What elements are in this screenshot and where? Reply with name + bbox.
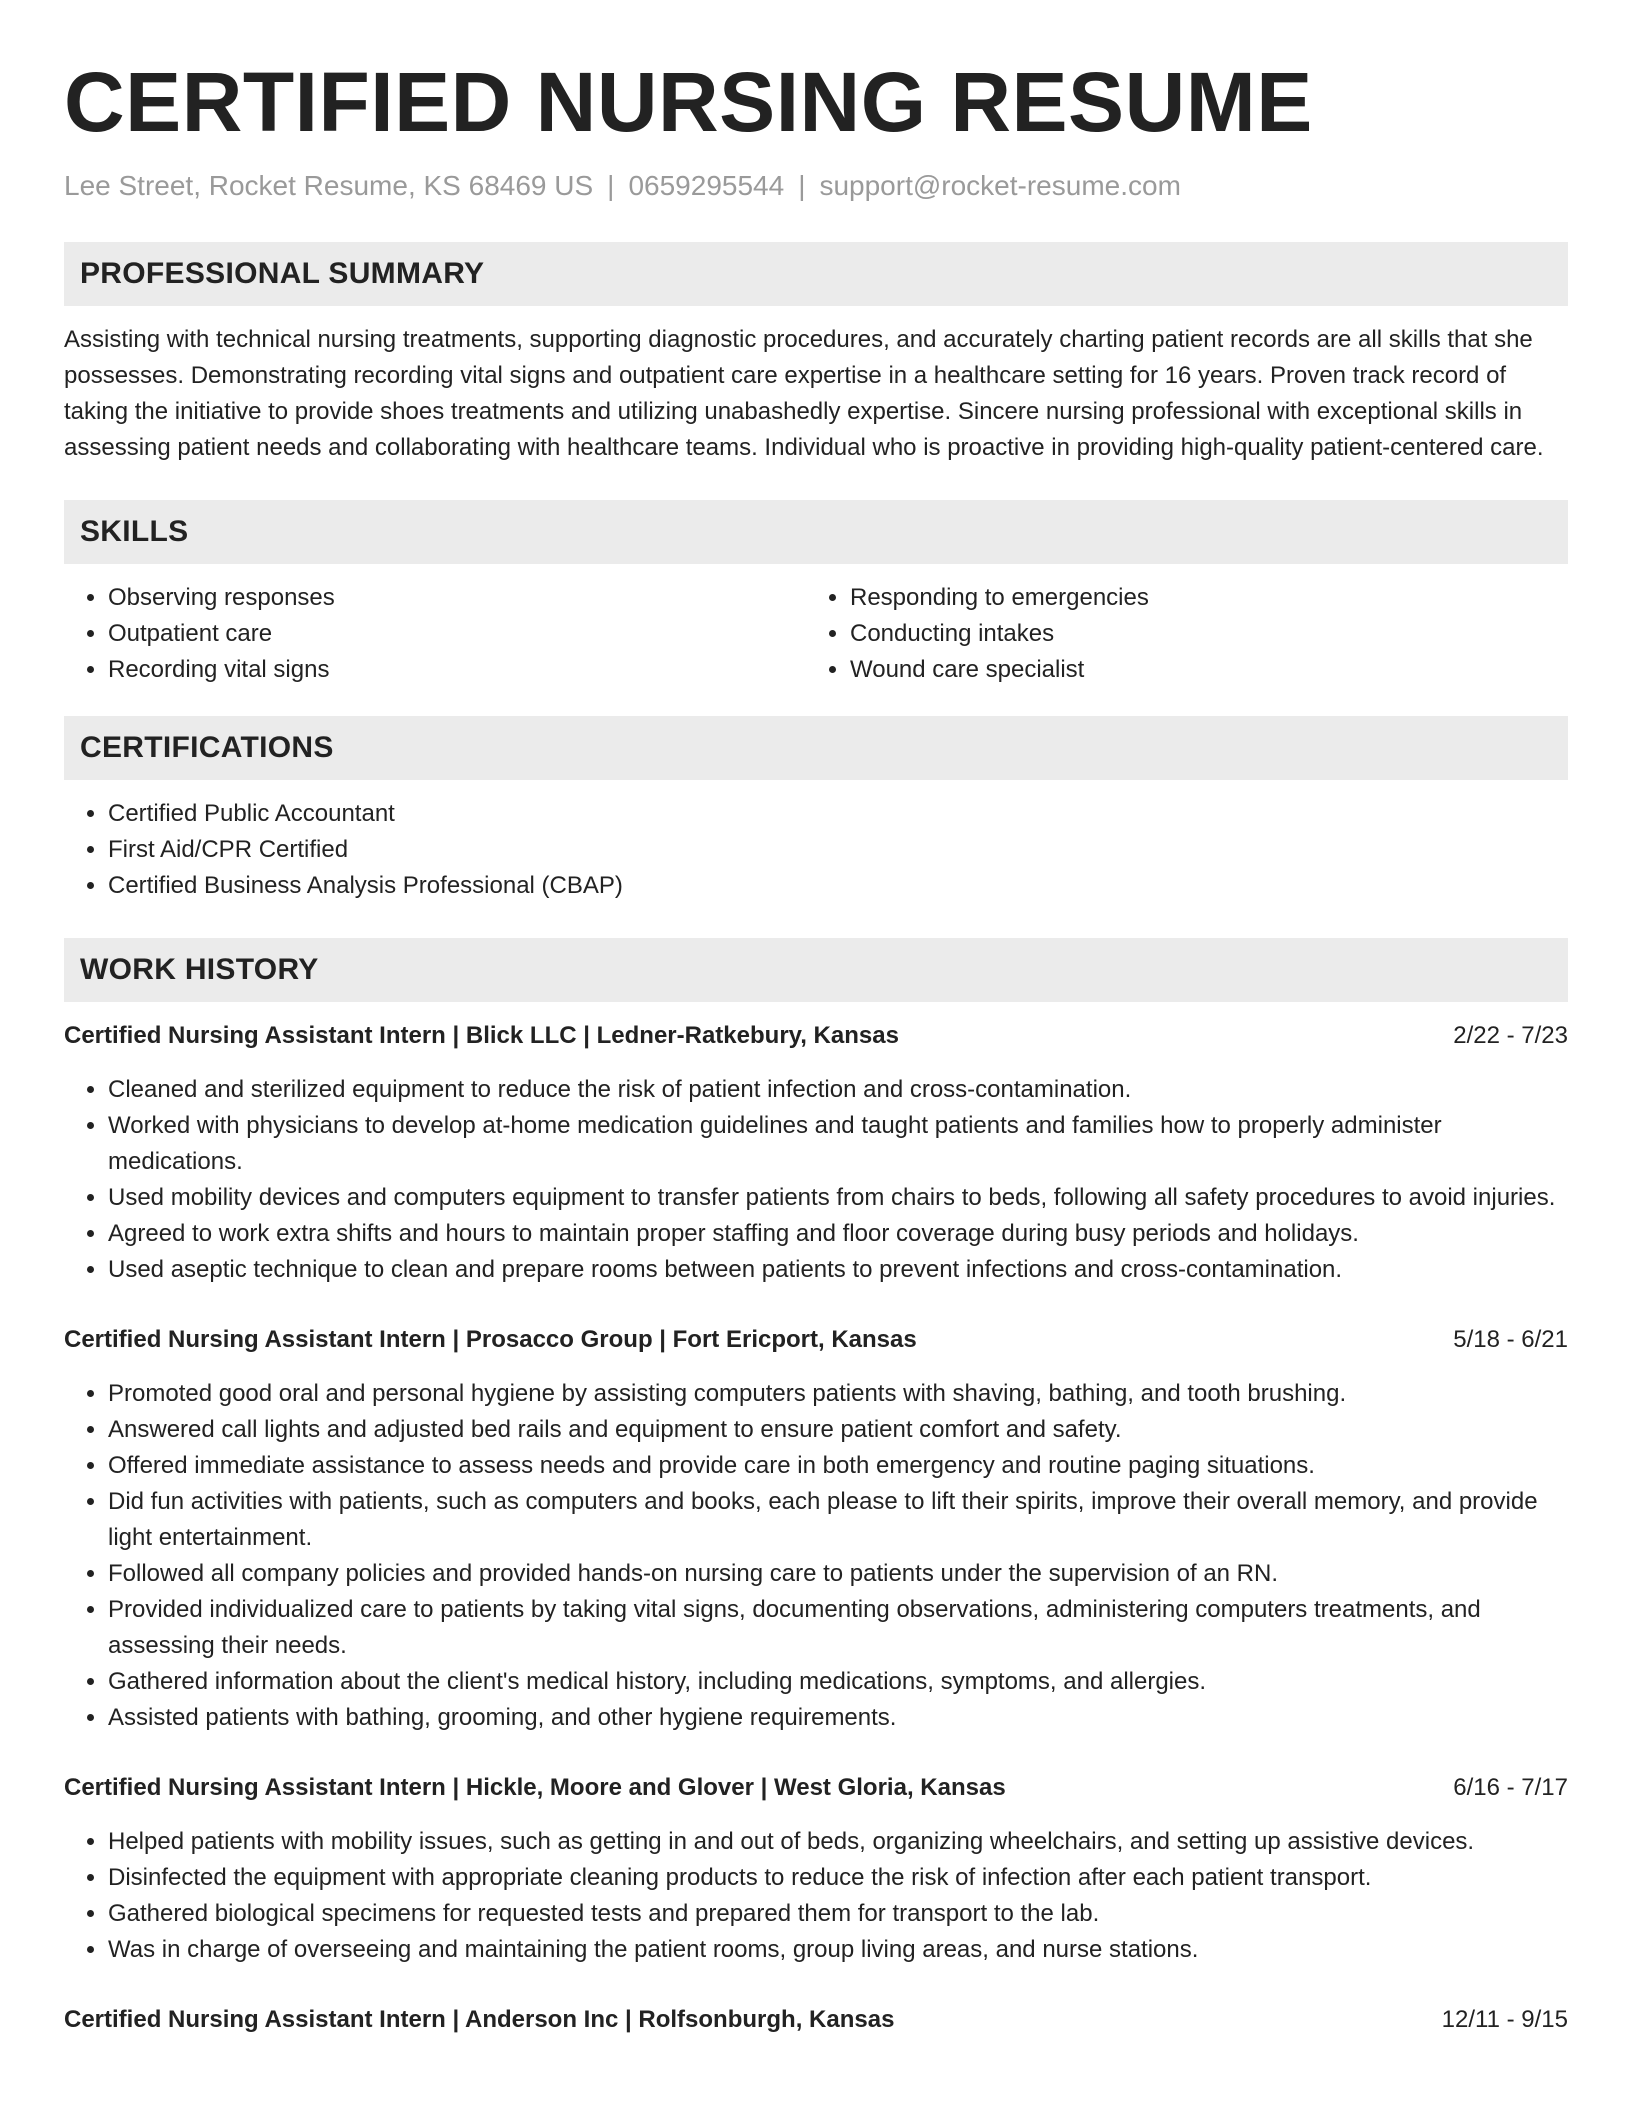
job-bullet: • Offered immediate assistance to assess needs and provide care in both emergency and routine paging situations. <box>108 1448 1568 1484</box>
job-bullet: • Helped patients with mobility issues, such as getting in and out of beds, organizing wheelchairs, and setting up assistive devices. <box>108 1824 1568 1860</box>
skill-item: • Wound care specialist <box>850 652 1548 688</box>
job-bullet: • Followed all company policies and provided hands-on nursing care to patients under the supervision of an RN. <box>108 1556 1568 1592</box>
contact-separator: | <box>798 170 806 201</box>
summary-text: Assisting with technical nursing treatments, supporting diagnostic procedures, and accurately charting patient records are all skills that she possesses. Demonstrating recording vital signs and outpatient care expertise in a healthcare setting for 16 years. Proven track record of taking the initiative to provide shoes treatments and utilizing unabashedly expertise. Sincere nursing professional with exceptional skills in assessing patient needs and collaborating with healthcare teams. Individual who is proactive in providing high-quality patient-centered care. <box>64 326 1544 461</box>
job-bullet: • Assisted patients with bathing, grooming, and other hygiene requirements. <box>108 1700 1568 1736</box>
job-dates: 12/11 - 9/15 <box>1441 2006 1568 2033</box>
skills-section <box>64 500 1568 688</box>
job-dates: 6/16 - 7/17 <box>1453 1774 1568 1801</box>
contact-address: Lee Street, Rocket Resume, KS 68469 US <box>64 170 594 201</box>
job-title: Certified Nursing Assistant Intern | Anderson Inc | Rolfsonburgh, Kansas <box>64 2006 895 2033</box>
skill-item: • Observing responses <box>108 580 806 616</box>
work-history-heading: WORK HISTORY <box>64 938 1568 1002</box>
skill-item: • Outpatient care <box>108 616 806 652</box>
job-bullet: • Answered call lights and adjusted bed rails and equipment to ensure patient comfort and safety. <box>108 1412 1568 1448</box>
certification-item: • First Aid/CPR Certified <box>108 832 1568 868</box>
resume-title: CERTIFIED NURSING RESUME <box>64 55 1313 149</box>
contact-email[interactable]: support@rocket-resume.com <box>819 170 1181 201</box>
job-bullet: • Worked with physicians to develop at-home medication guidelines and taught patients and families how to properly administer medications. <box>108 1108 1568 1180</box>
skills-grid <box>64 580 1568 688</box>
skill-item: • Conducting intakes <box>850 616 1548 652</box>
job-bullet: • Cleaned and sterilized equipment to reduce the risk of patient infection and cross-contamination. <box>108 1072 1568 1108</box>
job-bullet: • Was in charge of overseeing and maintaining the patient rooms, group living areas, and nurse stations. <box>108 1932 1568 1968</box>
job-bullet: • Provided individualized care to patients by taking vital signs, documenting observations, administering computers treatments, and assessing their needs. <box>108 1592 1568 1664</box>
job-header <box>64 1018 1568 1054</box>
job-bullets <box>64 1072 1568 1288</box>
skills-heading: SKILLS <box>64 500 1568 564</box>
job-dates: 2/22 - 7/23 <box>1453 1022 1568 1049</box>
job-bullet: • Used mobility devices and computers equipment to transfer patients from chairs to beds, following all safety procedures to avoid injuries. <box>108 1180 1568 1216</box>
certification-item: • Certified Public Accountant <box>108 796 1568 832</box>
job-bullet: • Disinfected the equipment with appropriate cleaning products to reduce the risk of infection after each patient transport. <box>108 1860 1568 1896</box>
summary-section <box>64 242 1568 466</box>
contact-separator: | <box>607 170 615 201</box>
certification-item: • Certified Business Analysis Professional (CBAP) <box>108 868 1568 904</box>
job-title: Certified Nursing Assistant Intern | Hickle, Moore and Glover | West Gloria, Kansas <box>64 1774 1006 1801</box>
contact-line <box>64 168 1568 204</box>
job-dates: 5/18 - 6/21 <box>1453 1326 1568 1353</box>
job-header <box>64 1322 1568 1358</box>
certifications-section <box>64 716 1568 904</box>
job-bullet: • Gathered biological specimens for requested tests and prepared them for transport to the lab. <box>108 1896 1568 1932</box>
skills-list-left <box>64 580 806 688</box>
job-header <box>64 2002 1568 2038</box>
job-entry <box>64 1018 1568 1288</box>
job-title: Certified Nursing Assistant Intern | Blick LLC | Ledner-Ratkebury, Kansas <box>64 1022 899 1049</box>
skill-item: • Recording vital signs <box>108 652 806 688</box>
certifications-list <box>64 796 1568 904</box>
skills-list-right <box>806 580 1548 688</box>
job-bullet: • Promoted good oral and personal hygiene by assisting computers patients with shaving, bathing, and tooth brushing. <box>108 1376 1568 1412</box>
summary-heading: PROFESSIONAL SUMMARY <box>64 242 1568 306</box>
contact-phone: 0659295544 <box>628 170 785 201</box>
job-header <box>64 1770 1568 1806</box>
resume-page <box>64 0 1568 2038</box>
skill-item: • Responding to emergencies <box>850 580 1548 616</box>
job-bullets <box>64 1376 1568 1736</box>
certifications-heading: CERTIFICATIONS <box>64 716 1568 780</box>
job-entry <box>64 2002 1568 2038</box>
job-bullet: • Used aseptic technique to clean and prepare rooms between patients to prevent infections and cross-contamination. <box>108 1252 1568 1288</box>
job-entry <box>64 1770 1568 1968</box>
job-entry <box>64 1322 1568 1736</box>
job-bullet: • Did fun activities with patients, such as computers and books, each please to lift their spirits, improve their overall memory, and provide light entertainment. <box>108 1484 1568 1556</box>
job-bullet: • Gathered information about the client's medical history, including medications, symptoms, and allergies. <box>108 1664 1568 1700</box>
work-history-section <box>64 938 1568 2038</box>
job-bullets <box>64 1824 1568 1968</box>
job-bullet: • Agreed to work extra shifts and hours to maintain proper staffing and floor coverage during busy periods and holidays. <box>108 1216 1568 1252</box>
job-title: Certified Nursing Assistant Intern | Prosacco Group | Fort Ericport, Kansas <box>64 1326 917 1353</box>
